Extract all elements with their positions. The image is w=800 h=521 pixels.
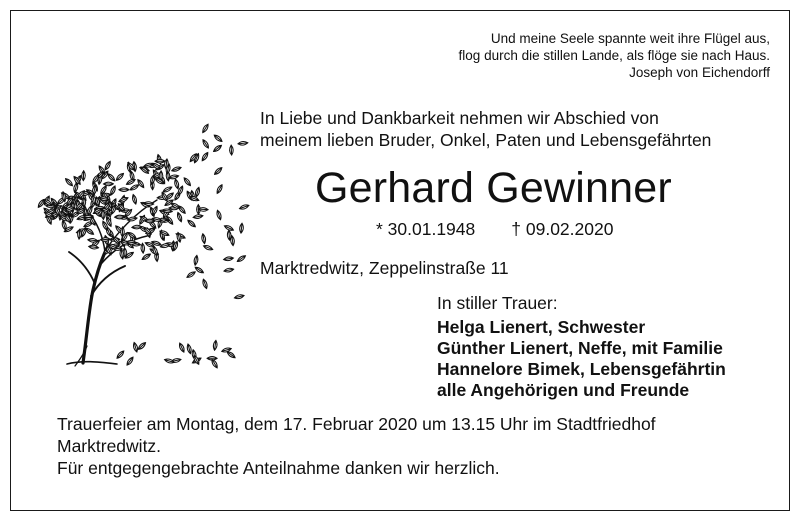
- leaf: [213, 134, 223, 143]
- leaf: [201, 233, 206, 243]
- leaf: [239, 204, 250, 211]
- leaf: [88, 238, 98, 243]
- leaf: [162, 186, 173, 194]
- leaf: [216, 210, 223, 221]
- mourner: alle Angehörigen und Freunde: [437, 380, 690, 400]
- intro-line: In Liebe und Dankbarkeit nehmen wir Abschied von: [260, 108, 659, 128]
- leaf: [174, 179, 180, 190]
- birth-date: * 30.01.1948: [376, 219, 476, 239]
- leaf: [213, 166, 223, 175]
- leaf: [126, 178, 136, 186]
- leaf: [103, 182, 113, 186]
- leaf: [216, 184, 224, 194]
- leaf: [194, 187, 200, 198]
- tree-branch: [69, 252, 95, 284]
- leaf: [155, 159, 165, 163]
- leaf: [131, 194, 137, 205]
- mourner: Hannelore Bimek, Lebensgefährtin: [437, 359, 726, 379]
- leaf: [234, 294, 245, 300]
- leaf: [115, 172, 125, 182]
- leaf: [202, 279, 209, 290]
- leaf: [61, 220, 67, 231]
- leaf: [109, 185, 116, 196]
- leaf: [129, 183, 139, 191]
- footer-line: Marktredwitz.: [57, 436, 162, 456]
- leaf: [224, 267, 235, 272]
- life-dates: [376, 218, 613, 240]
- tree-branch: [67, 362, 117, 364]
- leaf: [119, 188, 129, 192]
- leaf: [186, 270, 196, 278]
- leaf: [193, 255, 198, 265]
- leaf: [132, 342, 138, 353]
- leaf: [236, 254, 246, 263]
- mourner: Günther Lienert, Neffe, mit Familie: [437, 338, 723, 358]
- leaf: [213, 340, 218, 350]
- footer-line: Für entgegengebrachte Anteilnahme danken wir herzlich.: [57, 458, 500, 478]
- quote-line: flog durch die stillen Lande, als flöge sie nach Haus.: [458, 48, 770, 63]
- leaf: [194, 266, 204, 275]
- address: Marktredwitz, Zeppelinstraße 11: [260, 258, 509, 278]
- leaf: [141, 253, 151, 261]
- windblown-tree-icon: [25, 100, 250, 375]
- leaf: [178, 342, 185, 353]
- leaf: [203, 244, 214, 251]
- mourning-heading: In stiller Trauer:: [437, 293, 558, 313]
- footer-line: Trauerfeier am Montag, dem 17. Februar 2020 um 13.15 Uhr im Stadtfriedhof: [57, 414, 656, 434]
- leaf: [212, 144, 222, 153]
- funeral-notice: [57, 413, 656, 479]
- leaf: [223, 256, 233, 261]
- quote-author: Joseph von Eichendorff: [629, 65, 770, 80]
- leaf: [239, 223, 244, 233]
- leaf: [183, 177, 192, 187]
- leaf: [126, 356, 135, 366]
- tree-trunk: [67, 200, 157, 366]
- tree-leaves: [37, 123, 250, 369]
- leaf: [201, 123, 209, 133]
- leaf: [229, 145, 233, 155]
- leaf: [201, 151, 210, 161]
- poem-quote: [459, 30, 770, 81]
- leaf: [107, 172, 117, 182]
- leaf: [164, 358, 175, 364]
- intro-text: [260, 107, 711, 151]
- mourners-list: [437, 317, 726, 401]
- leaf: [127, 216, 138, 221]
- leaf: [83, 216, 93, 220]
- leaf: [187, 219, 197, 228]
- leaf: [171, 166, 182, 173]
- leaf: [141, 243, 145, 253]
- leaf: [238, 141, 248, 146]
- death-date: † 09.02.2020: [511, 219, 614, 239]
- leaf: [137, 341, 147, 350]
- leaf: [230, 236, 235, 246]
- leaf: [186, 344, 192, 355]
- leaf: [88, 245, 98, 250]
- leaf: [82, 171, 86, 181]
- quote-line: Und meine Seele spannte weit ihre Flügel aus,: [490, 31, 770, 46]
- leaf: [116, 350, 125, 360]
- leaf: [176, 212, 183, 223]
- mourner: Helga Lienert, Schwester: [437, 317, 646, 337]
- leaf: [64, 177, 74, 187]
- leaf: [104, 160, 112, 170]
- leaf: [160, 243, 171, 249]
- deceased-name: Gerhard Gewinner: [315, 164, 672, 212]
- leaf: [193, 214, 203, 219]
- intro-line: meinem lieben Bruder, Onkel, Paten und Lebensgefährten: [260, 130, 712, 150]
- leaf: [201, 139, 209, 149]
